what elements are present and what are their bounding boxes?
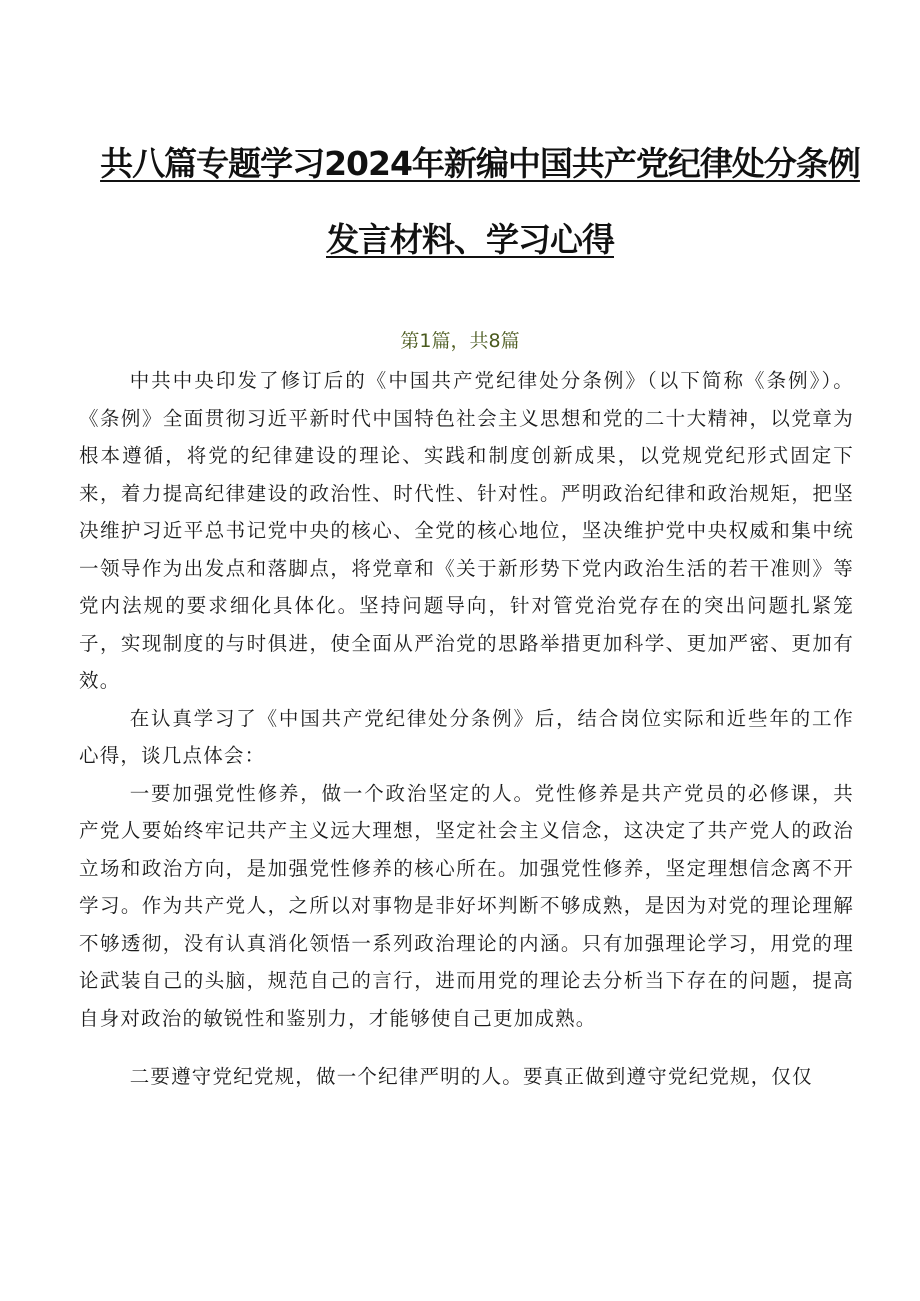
paragraph-point-1: 一要加强党性修养，做一个政治坚定的人。党性修养是共产党员的必修课，共产党人要始终牢记共产主义远大理想，坚定社会主义信念，这决定了共产党人的政治立场和政治方向，是加强党性修养的核心所在。加强党性修养，坚定理想信念离不开学习。作为共产党人，之所以对事物是非好坏判断不够成熟，是因为对党的理论理解不够透彻，没有认真消化领悟一系列政治理论的内涵。只有加强理论学习，用党的理论武装自己的头脑，规范自己的言行，进而用党的理论去分析当下存在的问题，提高自身对政治的敏锐性和鉴别力，才能够使自己更加成熟。 bbox=[79, 781, 854, 1030]
document-body bbox=[79, 362, 854, 1096]
document-title-line-1 bbox=[95, 138, 865, 185]
document-title-line-2 bbox=[80, 214, 860, 261]
article-counter: 第1篇，共8篇 bbox=[400, 330, 520, 352]
paragraph-lead-in: 在认真学习了《中国共产党纪律处分条例》后，结合岗位实际和近些年的工作心得，谈几点体会： bbox=[79, 706, 854, 767]
paragraph-intro: 中共中央印发了修订后的《中国共产党纪律处分条例》（以下简称《条例》）。《条例》全面贯彻习近平新时代中国特色社会主义思想和党的二十大精神，以党章为根本遵循，将党的纪律建设的理论、实践和制度创新成果，以党规党纪形式固定下来，着力提高纪律建设的政治性、时代性、针对性。严明政治纪律和政治规矩，把坚决维护习近平总书记党中央的核心、全党的核心地位，坚决维护党中央权威和集中统一领导作为出发点和落脚点，将党章和《关于新形势下党内政治生活的若干准则》等党内法规的要求细化具体化。坚持问题导向，针对管党治党存在的突出问题扎紧笼子，实现制度的与时俱进，使全面从严治党的思路举措更加科学、更加严密、更加有效。 bbox=[79, 369, 854, 692]
document-title-text-2: 发言材料、学习心得 bbox=[326, 220, 614, 259]
document-title-text-1: 共八篇专题学习2024年新编中国共产党纪律处分条例 bbox=[100, 144, 860, 183]
paragraph-point-2: 二要遵守党纪党规，做一个纪律严明的人。要真正做到遵守党纪党规，仅仅 bbox=[129, 1065, 813, 1088]
